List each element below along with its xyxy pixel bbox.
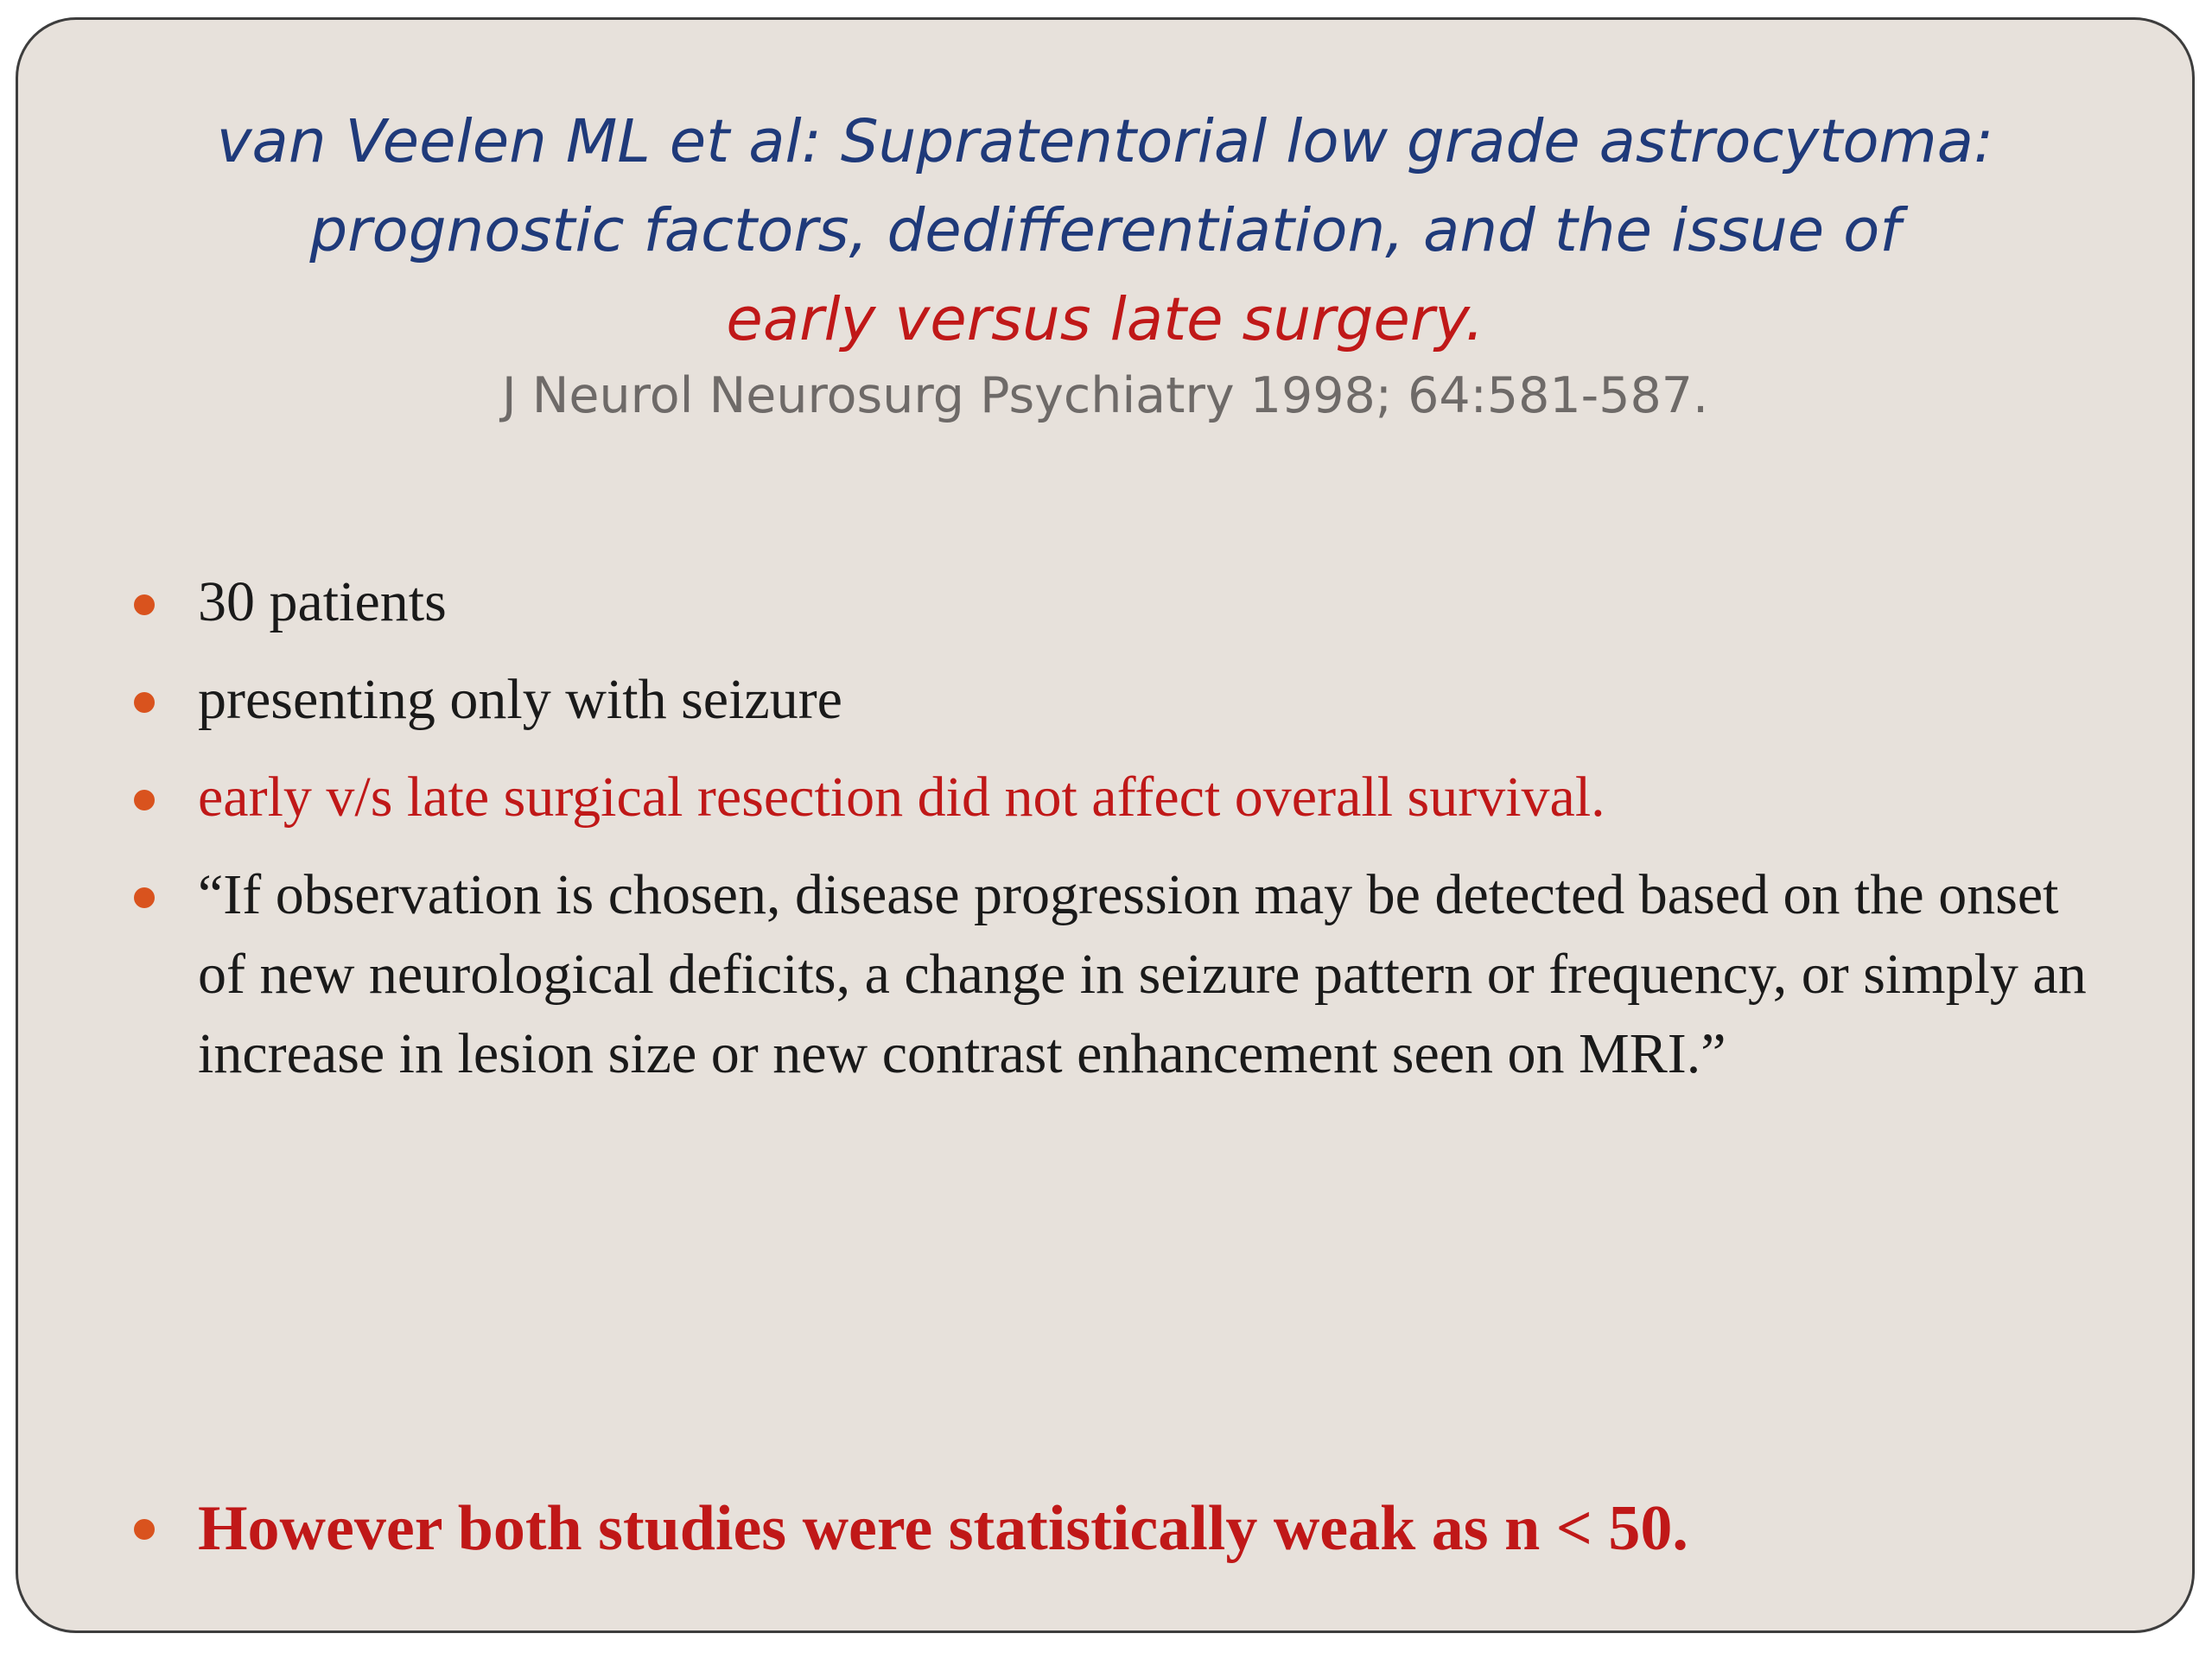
bullet-icon xyxy=(134,594,155,615)
title-line-3: early versus late surgery. xyxy=(726,285,1484,354)
slide xyxy=(16,17,2195,1633)
slide-title xyxy=(18,98,2192,430)
bullet-list xyxy=(122,563,2109,1112)
conclusion-item xyxy=(198,1489,2109,1568)
bullet-icon xyxy=(134,887,155,908)
conclusion-text: However both studies were statistically weak as n < 50. xyxy=(198,1493,1688,1564)
bullet-icon xyxy=(134,790,155,810)
bullet-icon xyxy=(134,1519,155,1540)
bullet-text: presenting only with seizure xyxy=(198,668,842,731)
bullet-item xyxy=(122,563,2109,642)
title-line-2: prognostic factors, dedifferentiation, and the issue of xyxy=(309,196,1901,265)
bullet-text: 30 patients xyxy=(198,570,447,633)
bullet-item xyxy=(122,758,2109,837)
conclusion-list xyxy=(122,1489,2109,1568)
bullet-item xyxy=(122,660,2109,740)
title-line-1: van Veelen ML et al: Supratentorial low grade astrocytoma: xyxy=(216,107,1994,176)
bullet-text: early v/s late surgical resection did not affect overall survival. xyxy=(198,766,1605,829)
bullet-text: “If observation is chosen, disease progression may be detected based on the onset of new neurological deficits, a change in seizure pattern or frequency, or simply an increase in lesion size or new contrast enhancement seen on MRI.” xyxy=(198,863,2087,1085)
citation: J Neurol Neurosurg Psychiatry 1998; 64:581-587. xyxy=(501,367,1709,424)
bullet-icon xyxy=(134,692,155,713)
bullet-item xyxy=(122,855,2109,1094)
